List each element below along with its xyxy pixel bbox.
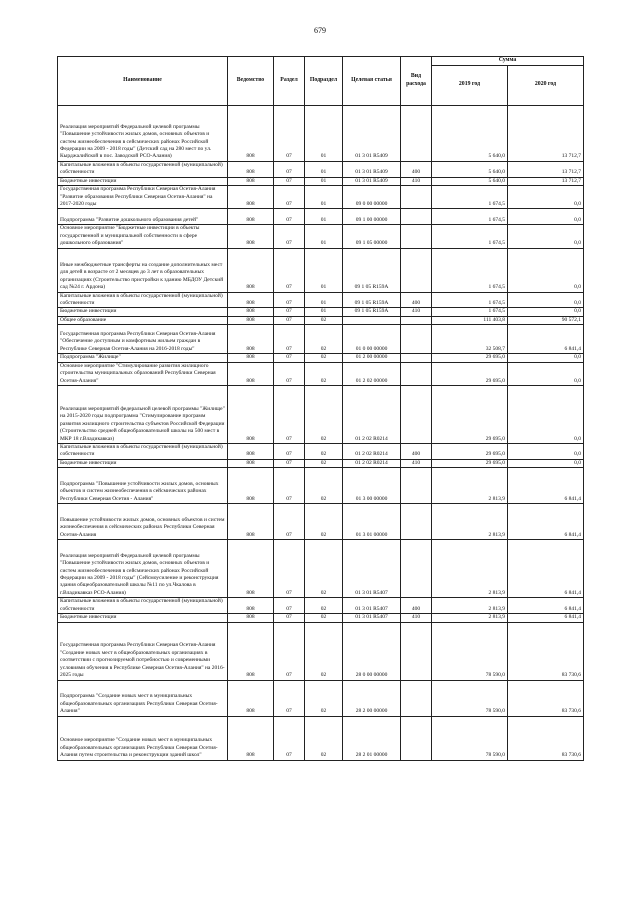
row-sum-2019: 29 695,0: [432, 362, 508, 385]
row-sum-2020: 6 841,4: [508, 468, 584, 504]
row-vedomstvo: 808: [228, 209, 274, 225]
row-vedomstvo: 808: [228, 316, 274, 324]
row-vedomstvo: 808: [228, 362, 274, 385]
row-sum-2019: 1 674,5: [432, 292, 508, 308]
row-vr: [401, 316, 432, 324]
row-podrazdel: 01: [305, 225, 343, 248]
row-sum-2020: 0,0: [508, 354, 584, 362]
row-vr: [401, 540, 432, 598]
row-name: Капитальные вложения в объекты государственной (муниципальной) собственности: [58, 161, 228, 177]
row-sum-2020: 83 730,6: [508, 716, 584, 760]
header-vedomstvo: Ведомство: [228, 57, 274, 106]
row-sum-2019: 5 640,0: [432, 105, 508, 161]
row-csr: 09 0 00 00000: [343, 186, 401, 209]
row-vedomstvo: 808: [228, 385, 274, 443]
row-razdel: 07: [274, 186, 305, 209]
row-razdel: 07: [274, 225, 305, 248]
row-razdel: 07: [274, 308, 305, 316]
row-vr: [401, 362, 432, 385]
row-razdel: 07: [274, 468, 305, 504]
row-csr: 01 3 01 R5407: [343, 614, 401, 622]
row-name: Подпрограмма "Создание новых мест в муниципальных общеобразовательных организациях Республики Северная Осетия-Алания": [58, 680, 228, 716]
row-vr: 410: [401, 177, 432, 185]
row-csr: 01 3 01 R5407: [343, 598, 401, 614]
row-vr: [401, 385, 432, 443]
row-podrazdel: 02: [305, 716, 343, 760]
row-csr: 01 3 01 00000: [343, 504, 401, 540]
row-name: Государственная программа Республики Северная Осетия-Алания "Создание новых мест в общеобразовательных организациях в соответствии с прогнозируемой потребностью и современными условиями обучения в Республике Северная Осетия-Алания" на 2016-2025 годы: [58, 622, 228, 680]
row-vr: 400: [401, 598, 432, 614]
row-name: Реализация мероприятий федеральной целевой программы "Жилище" на 2015-2020 годы подпрограмма "Стимулирование программ развития жилищного строительства субъектов Российской Федерации (Строительство средней общеобразовательной школы на 500 мест в МКР 18 г.Владикавказ): [58, 385, 228, 443]
row-sum-2019: 1 674,5: [432, 225, 508, 248]
row-vedomstvo: 808: [228, 614, 274, 622]
row-sum-2020: 6 841,4: [508, 504, 584, 540]
row-vedomstvo: 808: [228, 540, 274, 598]
table-header: [58, 57, 584, 106]
row-name: Государственная программа Республики Северная Осетия-Алания "Развитие образования Республики Северная Осетия-Алания" на 2017-2020 годы: [58, 186, 228, 209]
row-csr: 01 0 00 00000: [343, 325, 401, 354]
row-podrazdel: 02: [305, 598, 343, 614]
row-vr: 400: [401, 292, 432, 308]
table-row: [58, 316, 584, 324]
table-body: [58, 105, 584, 760]
row-podrazdel: 01: [305, 161, 343, 177]
row-sum-2019: 1 674,5: [432, 308, 508, 316]
row-vedomstvo: 808: [228, 308, 274, 316]
row-vr: [401, 105, 432, 161]
row-csr: 09 1 05 R159A: [343, 248, 401, 292]
row-razdel: 07: [274, 614, 305, 622]
table-row: [58, 540, 584, 598]
row-csr: 01 3 01 R5409: [343, 105, 401, 161]
row-vedomstvo: 808: [228, 177, 274, 185]
row-sum-2019: 78 590,0: [432, 680, 508, 716]
row-sum-2020: 6 841,4: [508, 540, 584, 598]
page-number: 679: [314, 26, 326, 35]
table-row: [58, 161, 584, 177]
row-sum-2019: 78 590,0: [432, 622, 508, 680]
row-podrazdel: 02: [305, 354, 343, 362]
row-sum-2019: 5 640,0: [432, 161, 508, 177]
row-sum-2019: 2 813,9: [432, 598, 508, 614]
table-row: [58, 209, 584, 225]
table-row: [58, 354, 584, 362]
row-name: Бюджетные инвестиции: [58, 308, 228, 316]
row-sum-2019: 1 674,5: [432, 248, 508, 292]
row-sum-2020: 6 841,4: [508, 325, 584, 354]
row-razdel: 07: [274, 292, 305, 308]
row-vedomstvo: 808: [228, 504, 274, 540]
row-vr: [401, 248, 432, 292]
table-row: [58, 614, 584, 622]
row-vr: [401, 680, 432, 716]
row-vedomstvo: 808: [228, 292, 274, 308]
row-sum-2019: 29 695,0: [432, 459, 508, 467]
row-podrazdel: 01: [305, 209, 343, 225]
row-name: Бюджетные инвестиции: [58, 459, 228, 467]
row-name: Капитальные вложения в объекты государственной (муниципальной) собственности: [58, 292, 228, 308]
row-sum-2019: 1 674,5: [432, 209, 508, 225]
row-podrazdel: 02: [305, 614, 343, 622]
row-sum-2020: 13 712,7: [508, 161, 584, 177]
row-vedomstvo: 808: [228, 105, 274, 161]
row-name: Реализация мероприятий Федеральной целевой программы "Повышение устойчивости жилых домов, основных объектов и систем жизнеобеспечения в сейсмических районах Российской Федерации на 2009 - 2018 годы" (Детский сад на 280 мест по ул. Кырджалийской в пос. Заводской РСО-Алания): [58, 105, 228, 161]
row-name: Иные межбюджетные трансферты на создание дополнительных мест для детей в возрасте от 2 месяцев до 3 лет в образовательных организациях (Строительство пристройки к зданию МБДОУ Детский сад №24 г. Ардона): [58, 248, 228, 292]
row-razdel: 07: [274, 209, 305, 225]
row-name: Бюджетные инвестиции: [58, 177, 228, 185]
row-name: Капитальные вложения в объекты государственной (муниципальной) собственности: [58, 598, 228, 614]
row-csr: 01 2 02 00000: [343, 362, 401, 385]
row-sum-2020: 0,0: [508, 225, 584, 248]
row-podrazdel: 01: [305, 292, 343, 308]
row-vedomstvo: 808: [228, 468, 274, 504]
row-razdel: 07: [274, 443, 305, 459]
row-vr: 410: [401, 308, 432, 316]
row-vedomstvo: 808: [228, 225, 274, 248]
row-name: Подпрограмма "Жилище": [58, 354, 228, 362]
row-vr: 410: [401, 614, 432, 622]
row-vedomstvo: 808: [228, 325, 274, 354]
row-vr: [401, 468, 432, 504]
row-razdel: 07: [274, 716, 305, 760]
table-row: [58, 225, 584, 248]
row-sum-2020: 0,0: [508, 459, 584, 467]
table-row: [58, 443, 584, 459]
header-podrazdel: Подраздел: [305, 57, 343, 106]
table-row: [58, 177, 584, 185]
row-sum-2019: 78 590,0: [432, 716, 508, 760]
row-name: Основное мероприятие "Бюджетные инвестиции в объекты государственной и муниципальной собственности в сфере дошкольного образования": [58, 225, 228, 248]
row-csr: 09 1 05 00000: [343, 225, 401, 248]
row-razdel: 07: [274, 504, 305, 540]
row-razdel: 07: [274, 622, 305, 680]
row-csr: 01 2 02 R0214: [343, 385, 401, 443]
row-vedomstvo: 808: [228, 680, 274, 716]
row-csr: 01 3 01 R5409: [343, 161, 401, 177]
table-row: [58, 105, 584, 161]
row-razdel: 07: [274, 354, 305, 362]
row-podrazdel: 01: [305, 186, 343, 209]
row-sum-2020: 0,0: [508, 292, 584, 308]
row-podrazdel: 02: [305, 443, 343, 459]
table-row: [58, 504, 584, 540]
row-podrazdel: 02: [305, 385, 343, 443]
row-vedomstvo: 808: [228, 598, 274, 614]
table-row: [58, 308, 584, 316]
row-csr: 09 1 05 R159A: [343, 308, 401, 316]
row-csr: 01 2 02 R0214: [343, 459, 401, 467]
row-csr: 28 2 01 00000: [343, 716, 401, 760]
row-sum-2020: 13 712,7: [508, 177, 584, 185]
row-podrazdel: 02: [305, 504, 343, 540]
row-csr: 01 2 02 R0214: [343, 443, 401, 459]
row-sum-2020: 0,0: [508, 443, 584, 459]
row-razdel: 07: [274, 385, 305, 443]
row-razdel: 07: [274, 598, 305, 614]
row-vedomstvo: 808: [228, 186, 274, 209]
row-razdel: 07: [274, 680, 305, 716]
row-name: Основное мероприятие "Создание новых мест в муниципальных общеобразовательных организациях Республики Северная Осетия-Алания путем строительства и реконструкции зданий школ": [58, 716, 228, 760]
row-sum-2020: 0,0: [508, 209, 584, 225]
table-row: [58, 622, 584, 680]
table-row: [58, 325, 584, 354]
row-sum-2019: 2 813,9: [432, 468, 508, 504]
row-csr: 01 3 01 R5407: [343, 540, 401, 598]
row-vedomstvo: 808: [228, 248, 274, 292]
row-vedomstvo: 808: [228, 354, 274, 362]
row-vr: [401, 504, 432, 540]
row-name: Основное мероприятие "Стимулирование развития жилищного строительства муниципальных образований Республики Северная Осетия-Алания": [58, 362, 228, 385]
row-sum-2019: 29 695,0: [432, 385, 508, 443]
row-csr: 01 2 00 00000: [343, 354, 401, 362]
row-vr: 400: [401, 161, 432, 177]
row-name: Капитальные вложения в объекты государственной (муниципальной) собственности: [58, 443, 228, 459]
row-csr: 01 3 00 00000: [343, 468, 401, 504]
table-row: [58, 362, 584, 385]
row-vr: [401, 209, 432, 225]
row-name: Повышение устойчивости жилых домов, основных объектов и систем жизнеобеспечения в сейсмических районах Республики Северная Осетия-Алания: [58, 504, 228, 540]
table-row: [58, 680, 584, 716]
row-razdel: 07: [274, 459, 305, 467]
row-sum-2020: 90 572,1: [508, 316, 584, 324]
row-podrazdel: 02: [305, 540, 343, 598]
row-sum-2020: 6 841,4: [508, 614, 584, 622]
row-sum-2020: 13 712,7: [508, 105, 584, 161]
header-name: Наименование: [58, 57, 228, 106]
row-sum-2019: 1 674,5: [432, 186, 508, 209]
row-razdel: 07: [274, 316, 305, 324]
row-podrazdel: 02: [305, 316, 343, 324]
budget-table: [57, 56, 584, 761]
row-razdel: 07: [274, 177, 305, 185]
row-vr: 410: [401, 459, 432, 467]
header-summa: Сумма: [432, 57, 584, 66]
row-vr: 400: [401, 443, 432, 459]
row-podrazdel: 02: [305, 459, 343, 467]
table-row: [58, 248, 584, 292]
row-podrazdel: 02: [305, 325, 343, 354]
row-vedomstvo: 808: [228, 716, 274, 760]
row-sum-2019: 29 695,0: [432, 443, 508, 459]
row-razdel: 07: [274, 540, 305, 598]
row-sum-2019: 32 508,7: [432, 325, 508, 354]
row-razdel: 07: [274, 105, 305, 161]
row-sum-2020: 6 841,4: [508, 598, 584, 614]
row-vr: [401, 716, 432, 760]
row-csr: 09 1 00 00000: [343, 209, 401, 225]
row-sum-2019: 2 813,9: [432, 504, 508, 540]
row-csr: 01 3 01 R5409: [343, 177, 401, 185]
row-vedomstvo: 808: [228, 443, 274, 459]
row-sum-2020: 0,0: [508, 308, 584, 316]
row-podrazdel: 01: [305, 177, 343, 185]
row-sum-2019: 111 403,8: [432, 316, 508, 324]
row-podrazdel: 01: [305, 248, 343, 292]
row-sum-2019: 2 813,9: [432, 540, 508, 598]
row-csr: 09 1 05 R159A: [343, 292, 401, 308]
row-razdel: 07: [274, 161, 305, 177]
row-sum-2019: 5 640,0: [432, 177, 508, 185]
row-vr: [401, 354, 432, 362]
row-podrazdel: 02: [305, 622, 343, 680]
row-podrazdel: 02: [305, 680, 343, 716]
row-podrazdel: 02: [305, 468, 343, 504]
row-name: Общее образование: [58, 316, 228, 324]
table-row: [58, 459, 584, 467]
row-vedomstvo: 808: [228, 459, 274, 467]
header-vr: Вид расхода: [401, 57, 432, 106]
table-row: [58, 385, 584, 443]
header-2020: 2020 год: [508, 65, 584, 105]
row-csr: [343, 316, 401, 324]
table-row: [58, 598, 584, 614]
header-razdel: Раздел: [274, 57, 305, 106]
row-csr: 28 2 00 00000: [343, 680, 401, 716]
table-row: [58, 468, 584, 504]
row-podrazdel: 01: [305, 105, 343, 161]
row-razdel: 07: [274, 325, 305, 354]
row-vr: [401, 622, 432, 680]
row-sum-2019: 2 813,9: [432, 614, 508, 622]
row-csr: 28 0 00 00000: [343, 622, 401, 680]
row-vr: [401, 325, 432, 354]
row-vedomstvo: 808: [228, 161, 274, 177]
row-vr: [401, 225, 432, 248]
row-sum-2020: 0,0: [508, 186, 584, 209]
row-sum-2020: 83 730,6: [508, 622, 584, 680]
row-vr: [401, 186, 432, 209]
row-vedomstvo: 808: [228, 622, 274, 680]
row-name: Подпрограмма "Повышение устойчивости жилых домов, основных объектов и систем жизнеобеспечения в сейсмических районах Республики Северная Осетия - Алания": [58, 468, 228, 504]
header-csr: Целевая статья: [343, 57, 401, 106]
row-name: Реализация мероприятий Федеральной целевой программы "Повышение устойчивости жилых домов, основных объектов и систем жизнеобеспечения в сейсмических районах Российской Федерации на 2009 - 2018 годы" (Сейсмоусиление и реконструкция здания общеобразовательной школы №11 по ул.Чкалова в г.Владикавказ РСО-Алания): [58, 540, 228, 598]
row-sum-2020: 83 730,6: [508, 680, 584, 716]
row-name: Подпрограмма "Развитие дошкольного образования детей": [58, 209, 228, 225]
row-sum-2020: 0,0: [508, 248, 584, 292]
header-2019: 2019 год: [432, 65, 508, 105]
row-razdel: 07: [274, 248, 305, 292]
row-sum-2019: 29 695,0: [432, 354, 508, 362]
row-name: Государственная программа Республики Северная Осетия-Алания "Обеспечение доступным и комфортным жильем граждан в Республике Северная Осетия-Алания на 2016-2018 годы": [58, 325, 228, 354]
row-podrazdel: 01: [305, 308, 343, 316]
row-sum-2020: 0,0: [508, 385, 584, 443]
table-row: [58, 292, 584, 308]
row-sum-2020: 0,0: [508, 362, 584, 385]
row-podrazdel: 02: [305, 362, 343, 385]
row-name: Бюджетные инвестиции: [58, 614, 228, 622]
row-razdel: 07: [274, 362, 305, 385]
table-row: [58, 716, 584, 760]
table-row: [58, 186, 584, 209]
